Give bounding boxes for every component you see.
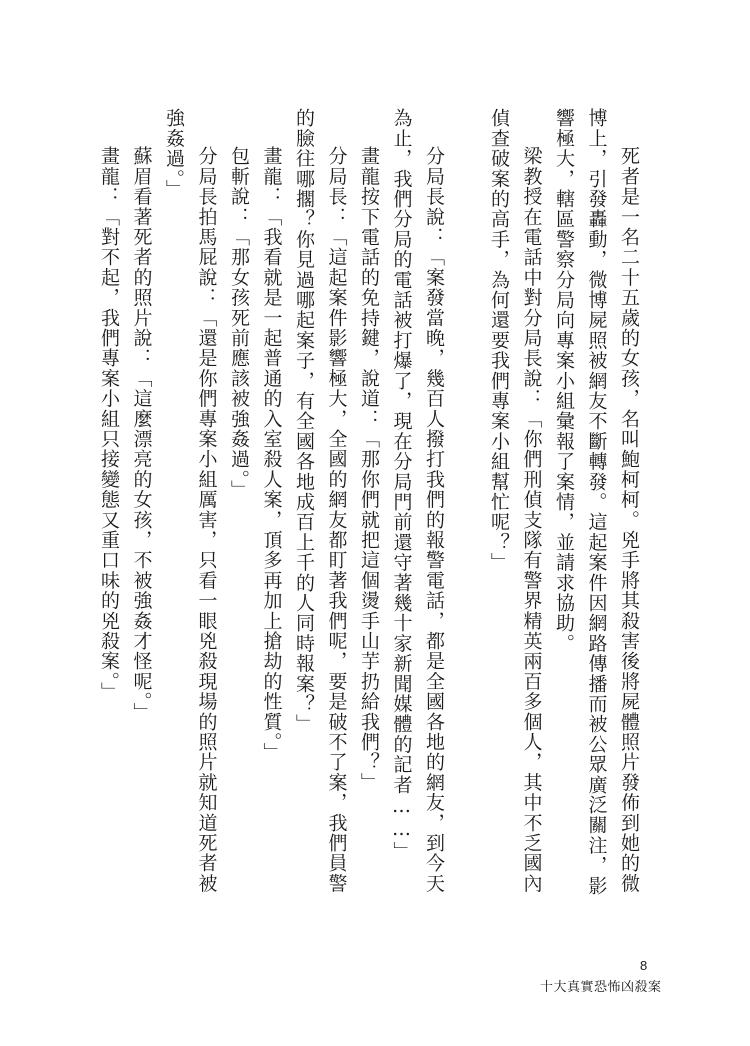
page-number: 8	[640, 958, 648, 973]
paragraph-4: 畫龍按下電話的免持鍵，說道：「那你們就把這個燙手山芋扔給我們？」	[358, 146, 380, 793]
paragraph-6: 畫龍：「我看就是一起普通的入室殺人案，頂多再加上搶劫的性質。」	[260, 146, 283, 763]
paragraph-9: 蘇眉看著死者的照片說：「這麼漂亮的女孩，不被強姦才怪呢。」	[130, 146, 153, 723]
running-footer-title: 十大真實恐怖凶殺案	[540, 980, 662, 995]
paragraph-10: 畫龍：「對不起，我們專案小組只接變態又重口味的兇殺案。」	[98, 146, 120, 703]
paragraph-2: 梁教授在電話中對分局長說：「你們刑偵支隊有警界精英兩百多個人，其中不乏國內偵查破案的高手，為何還要我們專案小組幫忙呢？」	[488, 108, 543, 894]
paragraph-1: 死者是一名二十五歲的女孩，名叫鮑柯柯。兇手將其殺害後將屍體照片發佈到她的微博上，引發轟動，微博屍照被網友不斷轉發。這起案件因網路傳播而被公眾廣泛關注，影響極大，轄區警察分局向專案小組彙報了案情，並請求協助。	[553, 108, 640, 896]
paragraph-3: 分局長說：「案發當晚，幾百人撥打我們的報警電話，都是全國各地的網友，到今天為止，我們分局的電話被打爆了，現在分局門前還守著幾十家新聞媒體的記者……」	[390, 108, 445, 894]
vertical-text-body	[93, 108, 646, 908]
paragraph-5: 分局長：「這起案件影響極大，全國的網友都盯著我們呢，要是破不了案，我們員警的臉往哪擱？你見過哪起案子，有全國各地成百上千的人同時報案？」	[293, 108, 348, 894]
paragraph-8: 分局長拍馬屁說：「還是你們專案小組厲害，只看一眼兇殺現場的照片就知道死者被強姦過。」	[163, 108, 218, 894]
paragraph-7: 包斬說：「那女孩死前應該被強姦過。」	[228, 146, 250, 501]
